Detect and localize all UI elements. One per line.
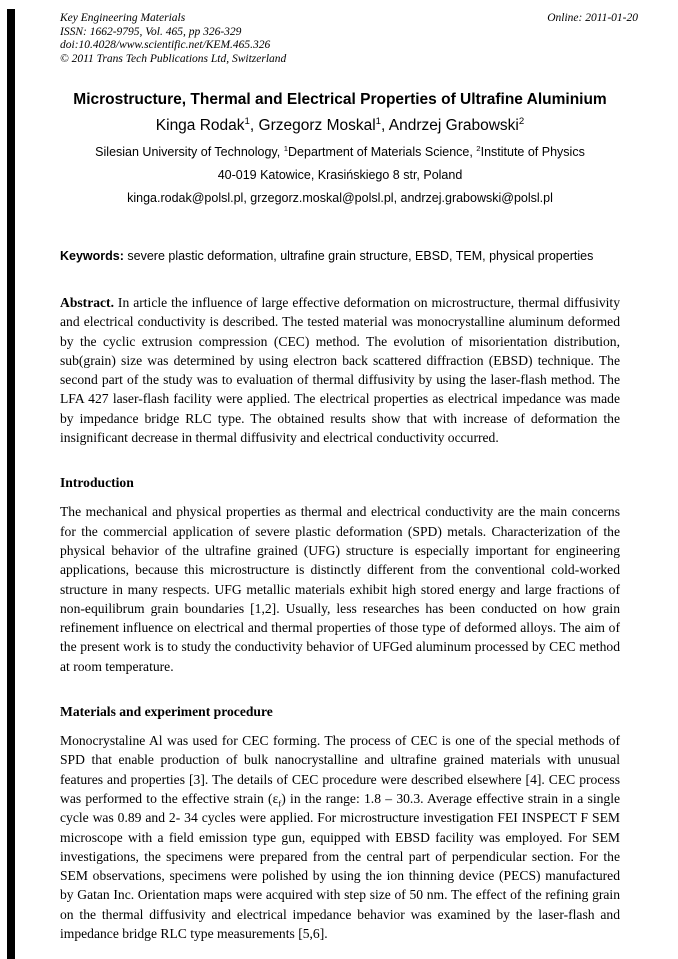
keywords-line <box>60 248 620 264</box>
page-content <box>60 12 638 943</box>
materials-paragraph <box>60 731 620 943</box>
keywords-label: Keywords: <box>60 249 124 263</box>
author-affiliation-sup-3: 2 <box>518 115 525 127</box>
author-affiliation-sup-2: 1 <box>375 115 382 127</box>
journal-title: Key Engineering Materials <box>60 12 186 24</box>
affiliation-sup-2: 2 <box>476 143 481 153</box>
affiliation-part-1: Silesian University of Technology, <box>95 145 284 159</box>
paper-title: Microstructure, Thermal and Electrical Properties of Ultrafine Aluminium <box>73 91 607 108</box>
emails-line: kinga.rodak@polsl.pl, grzegorz.moskal@polsl.pl, andrzej.grabowski@polsl.pl <box>127 191 553 205</box>
issn-line: ISSN: 1662-9795, Vol. 465, pp 326-329 <box>60 25 242 38</box>
affiliation-sup-1: 1 <box>283 143 289 153</box>
abstract-text: In article the influence of large effective deformation on microstructure, thermal diffusivity and electrical conductivity is described. The tested material was monocrystalline aluminum deformed by the cyclic extrusion compression (CEC) method. The evolution of misorientation distribution, sub(grain) size was determined by using electron back scattered diffraction (EBSD) technique. The second part of the study was to evaluation of thermal diffusivity by using the laser-flash method. The LFA 427 laser-flash facility were applied. The electrical properties as electrical impedance was made by impedance bridge RLC type. The obtained results show that with increase of deformation the insignificant decrease in thermal diffusivity and electrical conductivity occurred. <box>60 295 620 446</box>
section-heading-materials: Materials and experiment procedure <box>60 704 273 720</box>
materials-text-after: ) in the range: 1.8 – 30.3. Average effective strain in a single cycle was 0.89 and 2- 34 cycles were applied. For microstructure investigation FEI INSPECT F SEM microscope with a field emission type gun, equipped with EBSD facility was employed. For SEM investigations, the specimens were prepared from the central part of perpendicular section. For the SEM observations, specimens were polished by using the ion thinning device (PECS) manufactured by Gatan Inc. Orientation maps were acquired with step size of 50 nm. The effect of the refining grain on the thermal diffusivity and electrical impedance behavior was examined by the laser-flash and impedance bridge RLC type measurements [5,6]. <box>60 790 620 942</box>
author-name-3: Andrzej Grabowski <box>388 117 519 134</box>
abstract-paragraph <box>60 293 620 447</box>
copyright-line: © 2011 Trans Tech Publications Ltd, Switzerland <box>60 52 287 65</box>
doi-line: doi:10.4028/www.scientific.net/KEM.465.326 <box>60 39 271 51</box>
author-name-1: Kinga Rodak <box>155 117 245 134</box>
materials-text-before: Monocrystaline Al was used for CEC forming. The process of CEC is one of the special methods of SPD that enable production of bulk nanocrystalline and ultrafine grained materials with unusual features and properties [3]. The details of CEC procedure were described elsewhere [4]. CEC process was performed to the effective strain (ε <box>60 733 620 806</box>
strain-symbol-sub: f <box>278 798 282 809</box>
author-separator-1: , <box>249 117 259 134</box>
author-affiliation-sup-1: 1 <box>244 115 250 127</box>
affiliation-line <box>60 145 620 160</box>
author-name-2: Grzegorz Moskal <box>258 117 376 134</box>
section-heading-introduction: Introduction <box>60 475 134 491</box>
abstract-label: Abstract. <box>60 295 114 310</box>
address-line: 40-019 Katowice, Krasińskiego 8 str, Poland <box>217 168 463 182</box>
journal-header <box>60 12 638 66</box>
author-separator-2: , <box>381 117 389 134</box>
keywords-text: severe plastic deformation, ultrafine grain structure, EBSD, TEM, physical properties <box>123 249 594 263</box>
introduction-paragraph: The mechanical and physical properties as thermal and electrical conductivity are the main concerns for the commercial application of severe plastic deformation (SPD) metals. Characterization of the physical behavior of the ultrafine grained (UFG) structure is especially important for engineering applications, because this microstructure is distinctly different from the conventional cold-worked structure in many respects. UFG metallic materials exhibit high stored energy and large fractions of non-equilibrum grain boundaries [1,2]. Usually, less researches has been conducted on how grain refinement influence on electrical and thermal properties of those type of deformed alloys. The aim of the present work is to study the conductivity behavior of UFGed aluminum processed by CEC method at room temperature. <box>60 504 620 674</box>
scan-artifact-bar <box>7 9 15 959</box>
online-date: Online: 2011-01-20 <box>547 12 638 24</box>
journal-header-left <box>60 12 286 66</box>
affiliation-part-3: Institute of Physics <box>480 145 585 159</box>
affiliation-part-2: Department of Materials Science, <box>288 145 477 159</box>
authors-line <box>60 116 620 136</box>
